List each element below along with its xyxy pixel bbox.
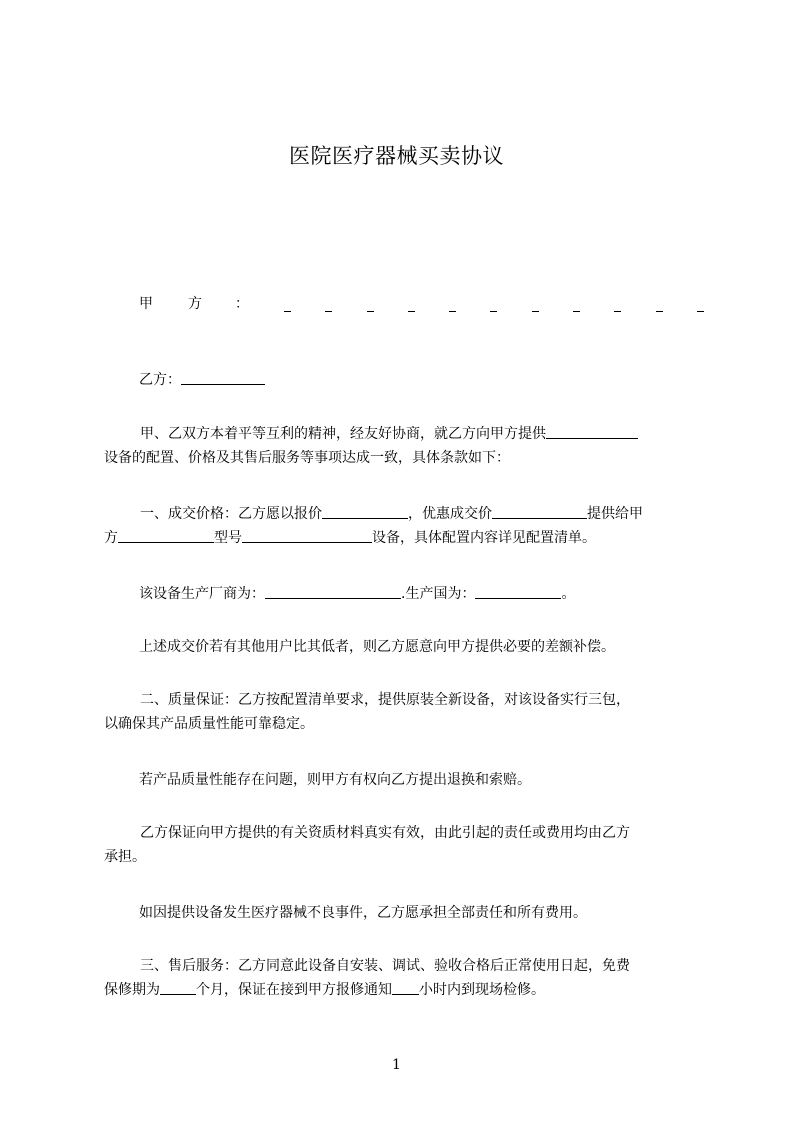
blank-dash [490, 292, 497, 316]
documents-guarantee-paragraph [104, 821, 704, 869]
blank-dash [573, 292, 580, 316]
clause-1-text-c: 提供给甲 [587, 506, 643, 522]
manufacturer-text-c: 。 [561, 586, 576, 602]
quote-price-blank [322, 504, 408, 519]
warranty-months-blank [160, 980, 196, 995]
blank-dash [532, 292, 539, 316]
manufacturer-text-a: 该设备生产厂商为： [139, 586, 265, 602]
manufacturer-line [139, 582, 739, 606]
party-b-blank [181, 370, 265, 385]
party-a-line [139, 292, 704, 316]
party-a-colon: ： [235, 296, 249, 312]
intro-line-2: 设备的配置、价格及其售后服务等事项达成一致，具体条款如下： [104, 450, 510, 466]
clause-1-text-d: 方 [104, 530, 118, 546]
clause-3-text-a: 保修期为 [104, 982, 160, 998]
clause-1-paragraph [104, 502, 704, 550]
blank-dash [408, 292, 415, 316]
page-number: 1 [392, 1057, 401, 1073]
clause-3-text-c: 小时内到现场检修。 [419, 982, 545, 998]
recipient-blank [118, 528, 214, 543]
clause-3-line-1: 三、售后服务：乙方同意此设备自安装、调试、验收合格后正常使用日起，免费 [140, 958, 630, 974]
blank-dash [614, 292, 621, 316]
intro-text-1: 甲、乙双方本着平等互利的精神，经友好协商，就乙方向甲方提供 [140, 426, 546, 442]
clause-3-paragraph [104, 954, 704, 1002]
model-blank [242, 528, 372, 543]
party-a-label-char2: 方 [188, 296, 202, 312]
clause-3-line-2 [104, 978, 704, 1002]
party-a-blank [284, 292, 704, 316]
manufacturer-blank [265, 584, 401, 599]
blank-dash [697, 292, 704, 316]
documents-guarantee-line-2: 承担。 [104, 849, 146, 865]
blank-dash [284, 292, 291, 316]
adverse-event-line: 如因提供设备发生医疗器械不良事件，乙方愿承担全部责任和所有费用。 [139, 905, 587, 921]
blank-dash [656, 292, 663, 316]
documents-guarantee-line-1: 乙方保证向甲方提供的有关资质材料真实有效，由此引起的责任或费用均由乙方 [140, 825, 630, 841]
clause-2-paragraph [104, 688, 704, 736]
party-b-label: 乙方： [139, 372, 181, 388]
price-compensation-line: 上述成交价若有其他用户比其低者，则乙方愿意向甲方提供必要的差额补偿。 [139, 639, 615, 655]
deal-price-blank [492, 504, 587, 519]
document-title: 医院医疗器械买卖协议 [289, 144, 504, 168]
intro-line-1 [104, 422, 704, 446]
country-blank [475, 584, 561, 599]
clause-1-text-b: ，优惠成交价 [408, 506, 492, 522]
clause-1-line-2 [104, 526, 704, 550]
clause-1-text-e: 型号 [214, 530, 242, 546]
clause-2-line-1: 二、质量保证：乙方按配置清单要求，提供原装全新设备，对该设备实行三包， [140, 692, 630, 708]
intro-paragraph [104, 422, 704, 470]
manufacturer-text-b: .生产国为： [401, 586, 476, 602]
blank-dash [325, 292, 332, 316]
clause-1-text-a: 一、成交价格：乙方愿以报价 [140, 506, 322, 522]
party-a-label-char1: 甲 [139, 296, 153, 312]
party-b-line [139, 368, 739, 392]
clause-2-line-2: 以确保其产品质量性能可靠稳定。 [104, 716, 314, 732]
clause-1-text-f: 设备，具体配置内容详见配置清单。 [372, 530, 596, 546]
equipment-blank [546, 424, 638, 439]
blank-dash [367, 292, 374, 316]
clause-1-line-1 [104, 502, 704, 526]
quality-issue-line: 若产品质量性能存在问题，则甲方有权向乙方提出退换和索赔。 [139, 772, 531, 788]
blank-dash [449, 292, 456, 316]
response-hours-blank [392, 980, 419, 995]
clause-3-text-b: 个月，保证在接到甲方报修通知 [196, 982, 392, 998]
